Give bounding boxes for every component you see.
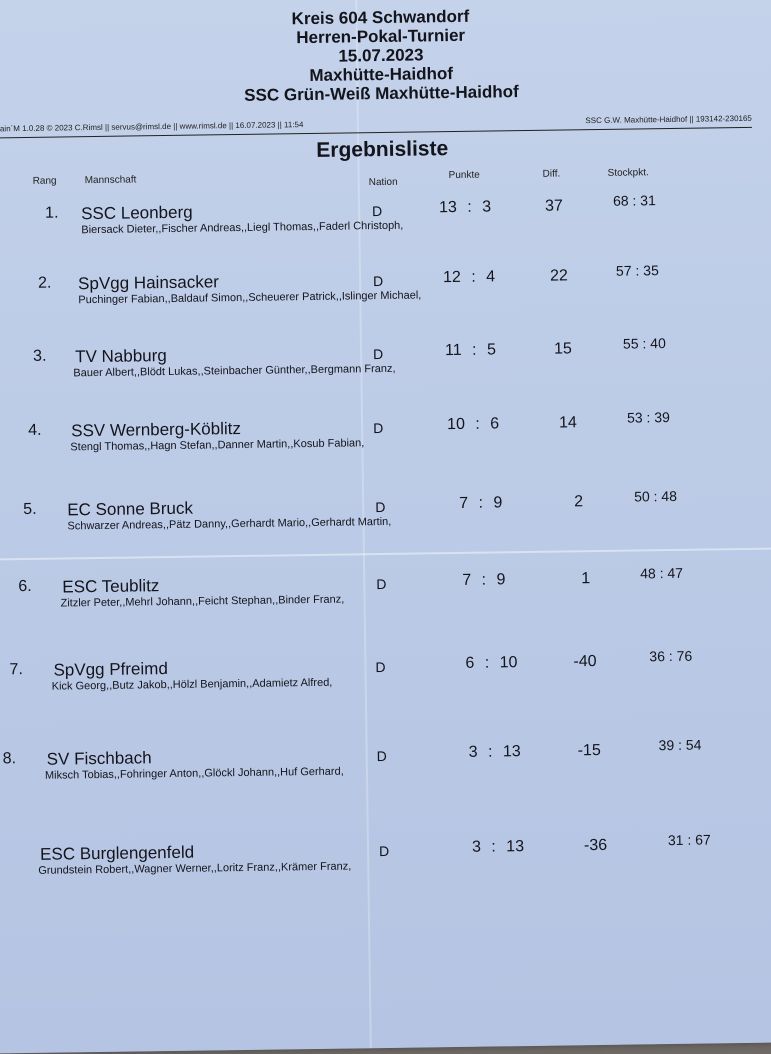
diff-value: 14 xyxy=(558,414,578,432)
result-row xyxy=(0,487,771,533)
rank-number: 5. xyxy=(23,500,37,519)
stock-points: 36 : 76 xyxy=(649,647,693,665)
diff-value: -36 xyxy=(583,836,608,855)
club-line: SSC Grün-Weiß Maxhütte-Haidhof xyxy=(244,82,519,105)
team-players: Schwarzer Andreas,,Pätz Danny,,Gerhardt Mario,,Gerhardt Martin, xyxy=(67,515,392,533)
points-value: 3 : 13 xyxy=(471,838,525,856)
team-players: Grundstein Robert,,Wagner Werner,,Loritz Franz,,Krämer Franz, xyxy=(38,860,352,877)
meta-left: ain´M 1.0.28 © 2023 C.Rimsl || servus@rimsl.de || www.rimsl.de || 16.07.2023 || 11:54 xyxy=(0,120,304,134)
nation-code: D xyxy=(375,658,386,676)
diff-value: 1 xyxy=(581,570,591,588)
stock-points: 31 : 67 xyxy=(667,831,711,849)
points-value: 13 : 3 xyxy=(438,198,492,217)
stock-points: 55 : 40 xyxy=(622,335,666,352)
nation-code: D xyxy=(376,575,387,593)
rank-number: 6. xyxy=(18,577,32,596)
meta-right: SSC G.W. Maxhütte-Haidhof || 193142-230165 xyxy=(585,113,752,126)
team-name: SSV Wernberg-Köblitz xyxy=(71,418,242,441)
result-row xyxy=(0,192,771,237)
stock-points: 68 : 31 xyxy=(612,192,656,209)
col-rank: Rang xyxy=(32,175,57,187)
col-team: Mannschaft xyxy=(84,174,137,187)
nation-code: D xyxy=(372,272,384,290)
stock-points: 57 : 35 xyxy=(615,262,659,279)
stock-points: 39 : 54 xyxy=(658,736,702,754)
rank-number: 1. xyxy=(44,204,59,222)
team-players: Zitzler Peter,,Mehrl Johann,,Feicht Stephan,,Binder Franz, xyxy=(60,593,345,610)
nation-code: D xyxy=(372,202,383,220)
rank-number: 7. xyxy=(9,661,23,679)
district-line: Kreis 604 Schwandorf xyxy=(291,6,470,29)
team-name: SpVgg Pfreimd xyxy=(53,659,168,680)
result-row xyxy=(0,408,771,454)
place-line: Maxhütte-Haidhof xyxy=(309,63,454,85)
diff-value: 22 xyxy=(549,267,568,285)
paper-fold-horizontal xyxy=(0,547,771,560)
nation-code: D xyxy=(373,419,384,437)
page-title: Ergebnisliste xyxy=(316,137,449,162)
diff-value: 15 xyxy=(553,340,572,358)
col-points: Punkte xyxy=(448,169,480,182)
points-value: 7 : 9 xyxy=(462,571,506,589)
rank-number: 8. xyxy=(2,750,17,768)
result-row xyxy=(0,335,771,380)
nation-code: D xyxy=(372,345,384,363)
event-line: Herren-Pokal-Turnier xyxy=(296,25,466,48)
rank-number: 2. xyxy=(37,274,52,292)
nation-code: D xyxy=(375,498,386,516)
col-diff: Diff. xyxy=(542,168,561,180)
sheet-header xyxy=(0,2,771,108)
team-name: EC Sonne Bruck xyxy=(67,498,194,520)
points-value: 6 : 10 xyxy=(465,654,518,672)
team-players: Kick Georg,,Butz Jakob,,Hölzl Benjamin,,Adamietz Alfred, xyxy=(51,676,333,693)
rank-number: 3. xyxy=(32,347,47,365)
diff-value: -15 xyxy=(577,741,601,760)
team-name: ESC Teublitz xyxy=(62,576,160,597)
diff-value: 2 xyxy=(574,493,584,511)
points-value: 10 : 6 xyxy=(446,415,500,434)
points-value: 7 : 9 xyxy=(459,494,503,512)
nation-code: D xyxy=(378,842,390,860)
team-players: Stengl Thomas,,Hagn Stefan,,Danner Martin,,Kosub Fabian, xyxy=(70,437,365,454)
rank-number: 4. xyxy=(28,421,42,439)
team-name: TV Nabburg xyxy=(74,346,167,367)
team-players: Bauer Albert,,Blödt Lukas,,Steinbacher Günther,,Bergmann Franz, xyxy=(73,362,396,380)
team-players: Biersack Dieter,,Fischer Andreas,,Liegl Thomas,,Faderl Christoph, xyxy=(81,219,404,237)
col-nation: Nation xyxy=(368,176,398,189)
col-stock: Stockpkt. xyxy=(607,167,649,179)
points-value: 12 : 4 xyxy=(442,268,496,287)
result-row xyxy=(0,647,771,693)
team-players: Puchinger Fabian,,Baldauf Simon,,Scheuerer Patrick,,Islinger Michael, xyxy=(78,289,422,307)
result-row xyxy=(0,736,771,782)
diff-value: 37 xyxy=(544,197,563,215)
stock-points: 48 : 47 xyxy=(640,564,684,582)
points-value: 3 : 13 xyxy=(468,743,521,761)
points-value: 11 : 5 xyxy=(444,341,497,360)
stock-points: 50 : 48 xyxy=(634,487,678,505)
result-row xyxy=(0,564,771,610)
nation-code: D xyxy=(376,747,387,765)
date-line: 15.07.2023 xyxy=(338,45,424,66)
team-name: SSC Leonberg xyxy=(80,202,193,224)
result-row xyxy=(0,831,771,877)
result-row xyxy=(0,262,771,307)
stock-points: 53 : 39 xyxy=(626,408,670,426)
team-name: SpVgg Hainsacker xyxy=(77,272,220,294)
team-name: ESC Burglengenfeld xyxy=(39,842,195,864)
team-name: SV Fischbach xyxy=(46,748,152,769)
diff-value: -40 xyxy=(573,653,597,671)
team-players: Miksch Tobias,,Fohringer Anton,,Glöckl Johann,,Huf Gerhard, xyxy=(44,765,344,782)
